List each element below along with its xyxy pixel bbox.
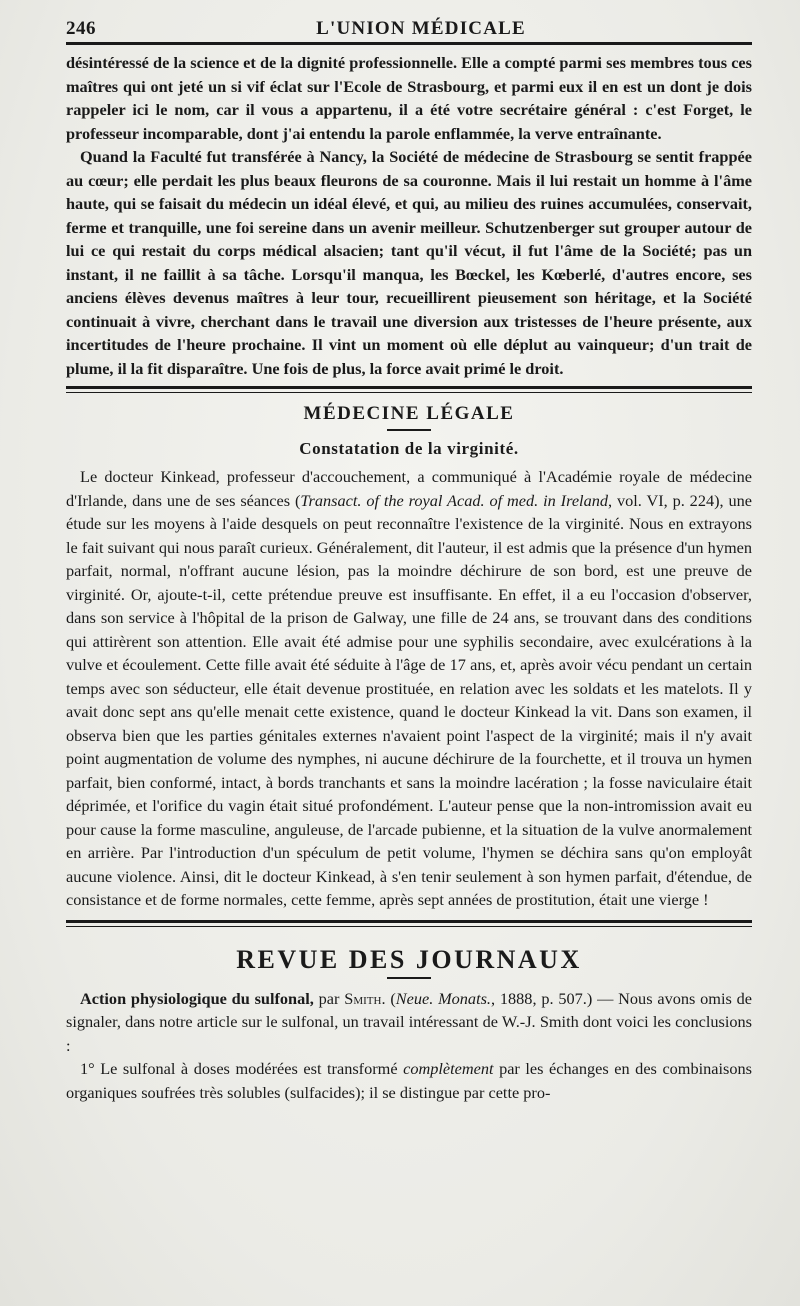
point1-rest: par les échanges en des combinaisons organiques soufrées très solubles (sulfacides); il se distingue par cette pro- — [66, 1059, 752, 1102]
conclusion-point-1 — [66, 1057, 752, 1104]
page-number: 246 — [66, 18, 96, 39]
title-underline — [387, 977, 431, 979]
section-divider — [66, 920, 752, 927]
header-rule — [66, 42, 752, 45]
point1-emphasis: complètement — [403, 1059, 494, 1078]
article-source-title: Neue. Monats. — [395, 988, 491, 1008]
title-underline — [387, 429, 431, 431]
journal-title: L'UNION MÉDICALE — [316, 18, 526, 39]
article-source-open: ( — [385, 988, 396, 1008]
legal-paragraph — [66, 465, 752, 912]
legal-text-start: Le docteur Kinkead, professeur d'accouchement, a communiqué à l'Académie royale de médecine d'Irlande, dans une de ses séances ( — [66, 467, 752, 510]
article-author: Smith. — [344, 988, 386, 1008]
section-title-journals: REVUE DES JOURNAUX — [236, 944, 582, 974]
intro-paragraph-1: désintéressé de la science et de la dignité professionnelle. Elle a compté parmi ses membres tous ces maîtres qui ont jeté un si vif éclat sur l'Ecole de Strasbourg, et parmi eux il en est un dont je dois rappeler ici le nom, car il vous a appartenu, il a été votre secrétaire général : c'est Forget, le professeur incomparable, dont j'ai entendu la parole enflammée, la verve entraînante. — [66, 53, 752, 143]
article-lead: Action physiologique du sulfonal, — [80, 988, 314, 1008]
journal-article-intro — [66, 987, 752, 1058]
citation-title: Transact. of the royal Acad. of med. in Ireland — [300, 490, 608, 510]
article-author-prefix: par — [313, 988, 345, 1008]
section-divider — [66, 386, 752, 393]
intro-paragraph-2: Quand la Faculté fut transférée à Nancy, la Société de médecine de Strasbourg se sentit frappée au cœur; elle perdait les plus beaux fleurons de sa couronne. Mais il lui restait un homme à l'âme haute, qui se faisait du médecin un idéal élevé, et qui, au milieu des ruines accumulées, conservait, ferme et tranquille, une foi sereine dans un avenir meilleur. Schutzenberger sut grouper autour de lui ce qui restait du corps médical alsacien; tant qu'il vécut, il fut l'âme de la Société; pas un instant, il ne faillit à sa tâche. Lorsqu'il manqua, les Bœckel, les Kœberlé, d'autres encore, ses anciens élèves devenus maîtres à leur tour, recueillirent pieusement son héritage, et la Société continuait à vivre, cherchant dans le travail une diversion aux tristesses de l'heure présente, aux incertitudes de l'heure prochaine. Il vint un moment où elle déplut au vainqueur; d'un trait de plume, il la fit disparaître. Une fois de plus, la force avait primé le droit. — [66, 147, 752, 378]
subsection-title: Constatation de la virginité. — [299, 439, 519, 458]
section-title-legal: MÉDECINE LÉGALE — [303, 403, 515, 424]
point1-start: 1° Le sulfonal à doses modérées est transformé — [80, 1059, 404, 1078]
article-source-rest: , 1888, p. 507.) — Nous avons omis de signaler, dans notre article sur le sulfonal, un travail intéressant de W.-J. Smith dont voici les conclusions : — [66, 988, 752, 1055]
page-header — [66, 14, 752, 42]
legal-text-rest: , vol. VI, p. 224), une étude sur les moyens à l'aide desquels on peut reconnaître l'existence de la virginité. Nous en extrayons le fait suivant qui nous paraît curieux. Généralement, dit l'auteur, il est admis que la présence d'un hymen parfait, normal, n'offrant aucune lésion, pas la moindre déchirure de son bord, est une preuve de virginité. Or, ajoute-t-il, cette prétendue preuve est insuffisante. En effet, il a eu l'occasion d'observer, dans son service à l'hôpital de la prison de Galway, une fille de 24 ans, se trouvant dans des conditions qui attirèrent son attention. Elle avait été admise pour une syphilis secondaire, avec exulcérations à la vulve et écoulement. Cette fille avait été séduite à l'âge de 17 ans, et, après avoir vécu pendant un certain temps avec son séducteur, elle était devenue prostituée, en relation avec les soldats et les matelots. Il y avait donc sept ans qu'elle menait cette existence, quand le docteur Kinkead la vit. Dans son examen, il observa bien que les parties génitales externes n'avaient point l'aspect de la virginité; mais il n'y avait point augmentation de volume des nymphes, ni aucune déchirure de la fourchette, et il trouva un hymen parfait, bien conformé, intact, à bords tranchants et sans la moindre lacération ; la fosse naviculaire était déprimée, et l'orifice du vagin était situé profondément. L'auteur pense que la non-intromission avait eu pour cause la forme masculine, anguleuse, de l'arcade pubienne, et la situation de la vulve anormalement en arrière. Par l'introduction d'un spéculum de petit volume, l'hymen se déchira sans qu'on employât aucune violence. Ainsi, dit le docteur Kinkead, à s'en tenir seulement à son hymen parfait, d'étendue, de consistance et de forme normales, cette femme, après sept années de prostitution, était une vierge ! — [66, 490, 753, 909]
